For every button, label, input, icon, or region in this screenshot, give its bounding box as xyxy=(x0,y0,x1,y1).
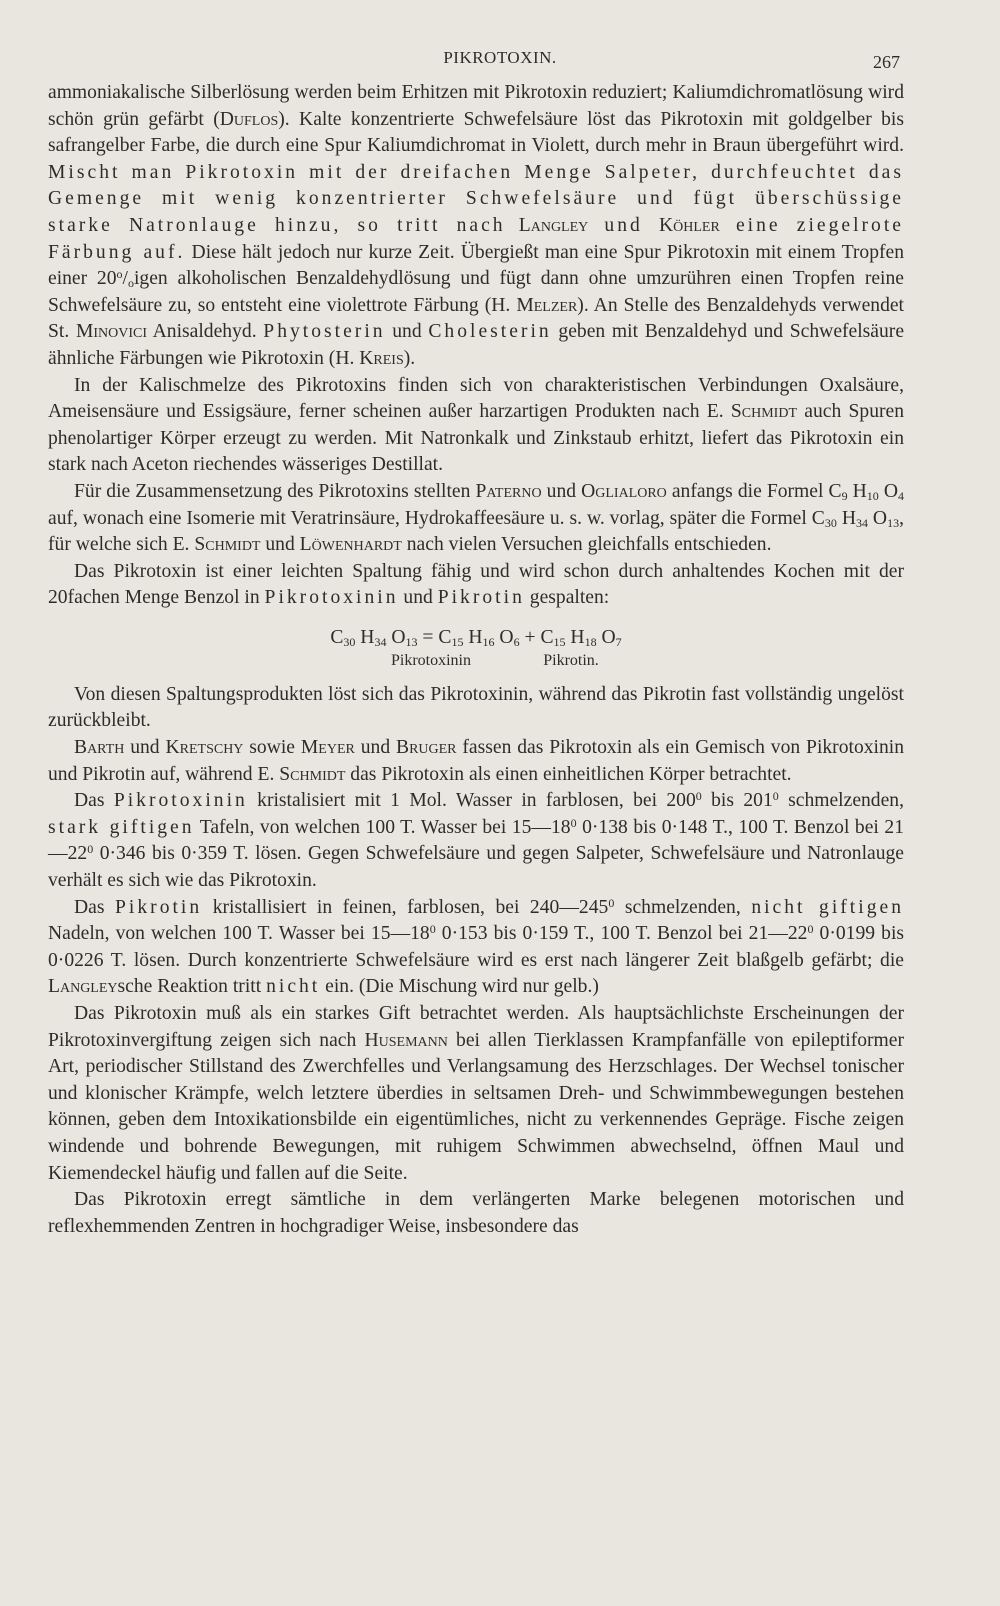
paragraph-10: Das Pikrotoxin erregt sämtliche in dem verlängerten Marke belegenen motorischen und reflexhemmenden Zentren in hochgradiger Weise, insbesondere das xyxy=(48,1189,904,1237)
spaced-emphasis: Mischt man Pikrotoxin mit der dreifachen Menge Salpeter, durchfeuchtet das Gemenge mit wenig konzentrierter Schwefelsäure und fügt überschüssige starke Natronlauge hinzu, so tritt nach xyxy=(48,161,904,236)
author-name: Löwenhardt xyxy=(299,534,402,556)
equation-label-left: Pikrotoxinin xyxy=(390,651,471,669)
author-name: Husemann xyxy=(364,1029,448,1051)
equation-labels xyxy=(48,650,904,672)
paragraph-1: ammoniakalische Silberlösung werden beim Erhitzen mit Pikrotoxin reduziert; Kaliumdichromatlösung wird schön grün gefärbt (Duflos). Kalte konzentrierte Schwefelsäure löst das Pikrotoxin mit goldgelber bis safrangelber Farbe, die durch eine Spur Kaliumdichromat in Violett, durch mehr in Braun übergeführt wird. Mischt man Pikrotoxin mit der dreifachen Menge Salpeter, durchfeuchtet das Gemenge mit wenig konzentrierter Schwefelsäure und fügt überschüssige starke Natronlauge hinzu, so tritt nach Langley und Köhler eine ziegelrote Färbung auf. Diese hält jedoch nur kurze Zeit. Übergießt man eine Spur Pikrotoxin mit einem Tropfen einer $20^o/_oigen$ alkoholischen Benzaldehydlösung und fügt dann ohne umzurühren einen Tropfen reine Schwefelsäure zu, so entsteht eine violettrote Färbung (H. Melzer). An Stelle des Benzaldehyds verwendet St. Minovici Anisaldehyd. Phytosterin und Cholesterin geben mit Benzaldehyd und Schwefelsäure ähnliche Färbungen wie Pikrotoxin (H. Kreis). xyxy=(48,82,905,369)
paragraph-6: Barth und Kretschy sowie Meyer und Bruger fassen das Pikrotoxin als ein Gemisch von Pikrotoxinin und Pikrotin auf, während E. Schmidt das Pikrotoxin als einen einheitlichen Körper betrachtet. xyxy=(48,737,905,785)
author-name: Duflos xyxy=(219,108,279,130)
author-name: Kretschy xyxy=(165,737,244,759)
page-header xyxy=(0,48,1000,78)
paragraph-2: In der Kalischmelze des Pikrotoxins finden sich von charakteristischen Verbindungen Oxalsäure, Ameisensäure und Essigsäure, ferner scheinen außer harzartigen Produkten nach E. Schmidt auch Spuren phenolartiger Körper erzeugt zu werden. Mit Natronkalk und Zinkstaub erhitzt, liefert das Pikrotoxin ein stark nach Aceton riechendes wässeriges Destillat. xyxy=(48,374,905,476)
running-title: PIKROTOXIN. xyxy=(443,48,557,67)
chemical-equation: $C_{30}$ $H_{34}$ $O_{13} = C_{15}$ $H_{16}$ $O_6 + C_{15}$ $H_{18}$ $O_7$ xyxy=(330,626,622,649)
author-name: Schmidt xyxy=(194,534,261,556)
paragraph-7: Das Pikrotoxinin kristalisiert mit 1 Mol. Wasser in farblosen, bei $200^0$ bis $201^0$ schmelzenden, stark giftigen Tafeln, von welchen 100 T. Wasser bei $15—18^0$ 0·138 bis 0·148 T., 100 T. Benzol bei $21—22^0$ 0·346 bis 0·359 T. lösen. Gegen Schwefelsäure und gegen Salpeter, Schwefelsäure und Natronlauge verhält es sich wie das Pikrotoxin. xyxy=(48,789,905,892)
paragraph-4: Das Pikrotoxin ist einer leichten Spaltung fähig und wird schon durch anhaltendes Kochen mit der 20fachen Menge Benzol in Pikrotoxinin und Pikrotin gespalten: xyxy=(48,560,904,609)
author-name: Melzer xyxy=(516,294,578,316)
author-name: Langley xyxy=(48,976,118,998)
author-name: Bruger xyxy=(396,737,457,759)
author-name: Paterno xyxy=(475,480,542,502)
paragraph-9: Das Pikrotoxin muß als ein starkes Gift betrachtet werden. Als hauptsächlichste Erscheinungen der Pikrotoxinvergiftung zeigen sich nach Husemann bei allen Tierklassen Krampfanfälle von epileptiformer Art, periodischer Stillstand des Zwerchfelles und Verlangsamung des Herzschlages. Der Wechsel tonischer und klonischer Krämpfe, welch letztere überdies in seltsamen Dreh- und Schwimmbewegungen bestehen können, geben dem Intoxikationsbilde ein eigentümliches, nicht zu verkennendes Gepräge. Fische zeigen windende und bohrende Bewegungen, mit ruhigem Schwimmen abwechselnd, öffnen Maul und Kiemendeckel häufig und fallen auf die Seite. xyxy=(48,1003,905,1184)
author-name: Oglialoro xyxy=(581,480,667,502)
author-name: Barth xyxy=(74,737,125,759)
page-number: 267 xyxy=(873,52,900,72)
author-name: Minovici xyxy=(75,321,148,343)
author-name: Kreis xyxy=(359,347,404,369)
author-name: Köhler xyxy=(658,214,720,236)
paragraph-3: Für die Zusammensetzung des Pikrotoxins stellten Paterno und Oglialoro anfangs die Formel $C_9$ $H_{10}$ $O_4$ auf, wonach eine Isomerie mit Veratrinsäure, Hydrokaffeesäure u. s. w. vorlag, später die Formel $C_{30}$ $H_{34}$ $O_{13}$, für welche sich E. Schmidt und Löwenhardt nach vielen Versuchen gleichfalls entschieden. xyxy=(48,480,904,556)
main-text xyxy=(48,80,904,1240)
author-name: Schmidt xyxy=(279,763,346,785)
paragraph-5: Von diesen Spaltungsprodukten löst sich das Pikrotoxinin, während das Pikrotin fast vollständig ungelöst zurückbleibt. xyxy=(48,683,904,732)
author-name: Langley xyxy=(518,214,589,236)
author-name: Schmidt xyxy=(730,401,798,423)
equation-label-right: Pikrotin. xyxy=(543,651,599,669)
paragraph-8: Das Pikrotin kristallisiert in feinen, farblosen, bei $240—245^0$ schmelzenden, nicht giftigen Nadeln, von welchen 100 T. Wasser bei $15—18^0$ 0·153 bis 0·159 T., 100 T. Benzol bei $21—22^0$ 0·0199 bis 0·0226 T. lösen. Durch konzentrierte Schwefelsäure wird es erst nach längerer Zeit blaßgelb gefärbt; die Langleysche Reaktion tritt nicht ein. (Die Mischung wird nur gelb.) xyxy=(48,895,905,998)
author-name: Meyer xyxy=(300,737,355,759)
